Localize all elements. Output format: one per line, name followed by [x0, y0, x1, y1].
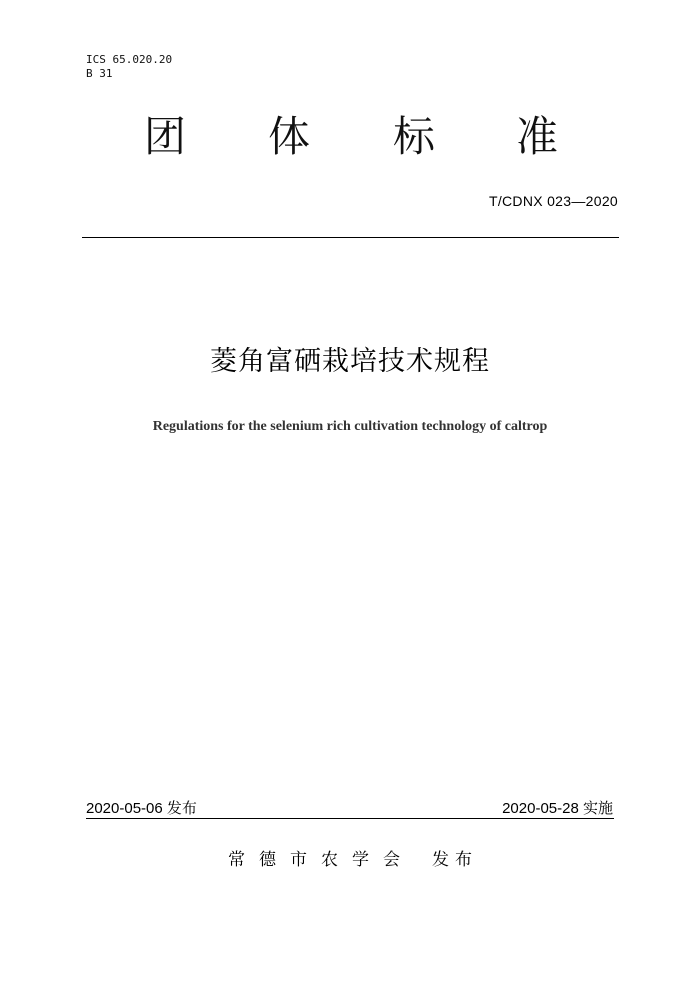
top-divider	[82, 237, 619, 238]
ics-code: ICS 65.020.20	[86, 53, 173, 66]
bottom-divider	[86, 818, 614, 819]
document-title-zh: 菱角富硒栽培技术规程	[210, 346, 490, 377]
document-title-en: Regulations for the selenium rich cultivation technology of caltrop	[152, 419, 548, 434]
issue-date: 2020-05-06 发布	[86, 800, 197, 817]
classification-code: B 31	[86, 67, 113, 80]
heading-char: 准	[516, 112, 559, 161]
publisher-name: 常德市农学会	[228, 850, 414, 870]
implementation-date: 2020-05-28 实施	[502, 800, 613, 817]
publish-label: 发布	[432, 850, 478, 870]
standard-number: T/CDNX 023—2020	[488, 193, 618, 209]
heading-char: 体	[268, 112, 311, 161]
heading-char: 团	[144, 112, 187, 161]
heading-char: 标	[393, 112, 436, 161]
